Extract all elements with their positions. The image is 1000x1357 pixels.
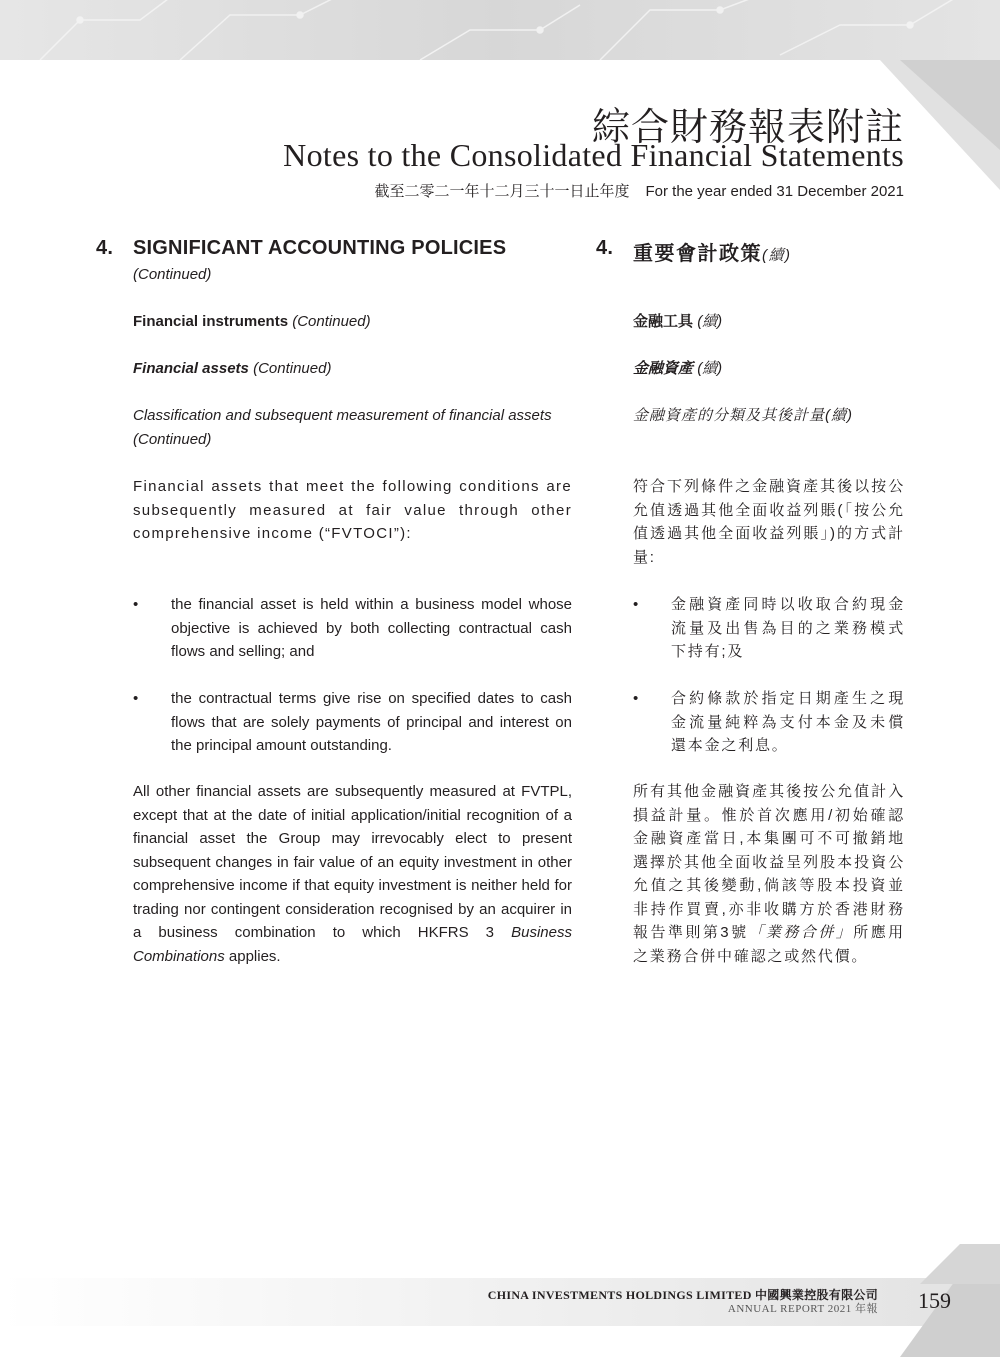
subheading-financial-assets: [133, 357, 331, 381]
section-continued: (Continued): [133, 266, 212, 283]
bullet-marker: •: [133, 690, 139, 707]
subheading-line: Classification and subsequent measurement of financial assets: [133, 407, 552, 424]
subheading-continued: (Continued): [253, 360, 332, 377]
bullet-marker: •: [133, 596, 139, 613]
subheading-line: (Continued): [133, 430, 212, 448]
reporting-period-english: For the year ended 31 December 2021: [645, 183, 904, 200]
subheading-continued: (續): [697, 360, 723, 377]
page-title-chinese: 綜合財務報表附註: [591, 105, 904, 149]
paragraph-text: 所有其他金融資產其後按公允值計入損益計量。惟於首次應用/初始確認金融資產當日,本集團可不可撤銷地選擇於其他全面收益呈列股本投資公允值之其後變動,倘該等股本投資並非持作買賣,亦非收購方於香港財務報告準則第3號: [633, 783, 905, 941]
subheading-label: Financial instruments: [133, 313, 289, 330]
section-continued: (續): [762, 247, 792, 264]
footer-corner-decoration: [920, 1244, 1000, 1284]
section-heading-english: [96, 237, 572, 265]
paragraph-fvtpl: [133, 780, 572, 968]
footer-report-title: ANNUAL REPORT 2021 年報: [727, 1303, 878, 1315]
subheading-financial-instruments-cn: [633, 310, 722, 334]
paragraph-text: All other financial assets are subsequently measured at FVTPL, except that at the date of initial application/initial recognition of a financial asset the Group may irrevocably elect to present subsequent changes in fair value of an equity investment in other comprehensive income if that equity investment is neither held for trading nor contingent consideration recognised by an acquirer in a business combination to which HKFRS 3: [133, 783, 572, 941]
subheading-label: 金融工具: [633, 313, 694, 330]
paragraph-fvtoci-conditions: Financial assets that meet the following conditions are subsequently measured at fair value through other comprehensive income (“FVTOCI”):: [133, 478, 572, 542]
standard-name: Business Combinations: [133, 924, 572, 965]
section-heading-chinese: [596, 237, 906, 265]
paragraph-fvtpl-cn: [633, 780, 905, 968]
bullet-marker: •: [633, 596, 639, 613]
reporting-period: [374, 180, 904, 201]
standard-name: 「業務合併」: [748, 924, 854, 941]
subheading-label: Financial assets: [133, 360, 249, 377]
section-number: 4.: [596, 237, 614, 259]
subheading-classification-cn: 金融資產的分類及其後計量(續): [633, 407, 853, 424]
paragraph-fvtoci-conditions-cn: 符合下列條件之金融資產其後以按公允值透過其他全面收益列賬(「按公允值透過其他全面收益列賬」)的方式計量:: [633, 478, 905, 566]
bullet-contractual-terms-cn: 合約條款於指定日期產生之現金流量純粹為支付本金及未償還本金之利息。: [671, 690, 905, 754]
subheading-financial-instruments: [133, 310, 371, 334]
footer-company-name: CHINA INVESTMENTS HOLDINGS LIMITED 中國興業控股有限公司: [487, 1288, 878, 1302]
subheading-continued: (續): [697, 313, 723, 330]
reporting-period-chinese: 截至二零二一年十二月三十一日止年度: [374, 183, 630, 200]
subheading-label: 金融資產: [633, 360, 694, 377]
section-title: [633, 237, 792, 266]
subheading-financial-assets-cn: [633, 357, 722, 381]
page-title-english: Notes to the Consolidated Financial Statements: [283, 137, 904, 173]
bullet-business-model-cn: 金融資產同時以收取合約現金流量及出售為目的之業務模式下持有;及: [671, 596, 905, 660]
hexagon-pattern-icon: [0, 0, 1000, 60]
bullet-business-model: the financial asset is held within a business model whose objective is achieved by both collecting contractual cash flows and selling; and: [171, 596, 572, 660]
page-number: 159: [918, 1288, 951, 1313]
subheading-classification: [133, 404, 573, 451]
bullet-contractual-terms: the contractual terms give rise on specified dates to cash flows that are solely payments of principal and interest on the principal amount outstanding.: [171, 690, 572, 754]
section-number: 4.: [96, 237, 114, 259]
paragraph-text-end: 所應用之業務合併中確認之或然代價。: [633, 924, 905, 965]
paragraph-text-end: applies.: [224, 947, 281, 965]
decorative-header-band: [0, 0, 1000, 60]
section-title: SIGNIFICANT ACCOUNTING POLICIES: [133, 237, 507, 259]
section-title-text: 重要會計政策: [633, 243, 762, 265]
bullet-marker: •: [633, 690, 639, 707]
subheading-continued: (Continued): [292, 313, 371, 330]
